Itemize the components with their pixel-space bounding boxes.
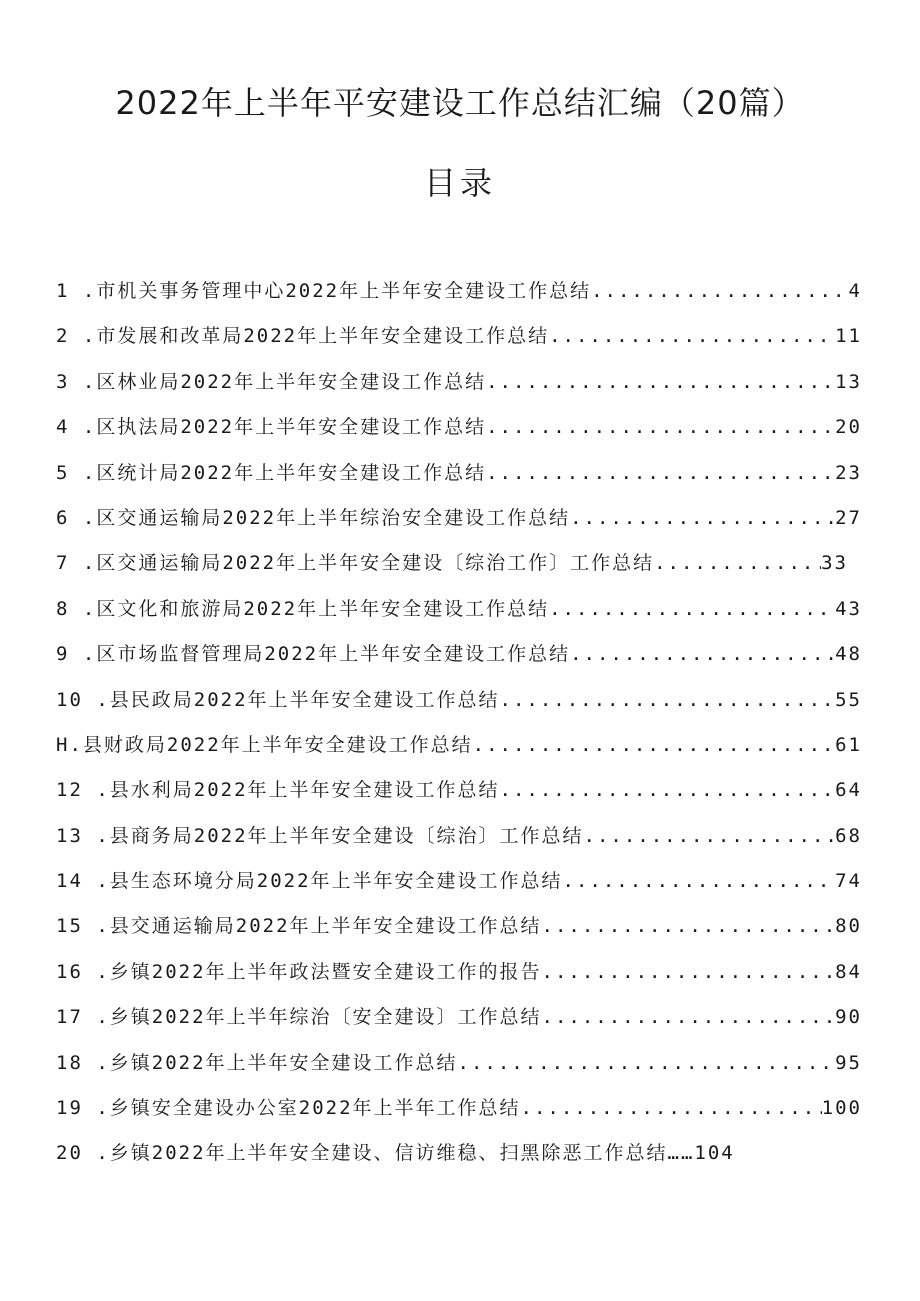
toc-entry-14[interactable] [56, 866, 862, 911]
toc-leader-dots [549, 325, 835, 347]
toc-page-number: 27 [835, 506, 862, 529]
document-title: 2022年上半年平安建设工作总结汇编（20篇） [115, 84, 805, 122]
toc-entry-label: 1 .市机关事务管理中心2022年上半年安全建设工作总结 [56, 280, 592, 302]
toc-entry-6[interactable] [56, 503, 862, 548]
toc-entry-9[interactable] [56, 639, 862, 684]
toc-leader-dots [500, 779, 836, 801]
toc-page-number: 68 [835, 824, 862, 847]
toc-entry-label: 2 .市发展和改革局2022年上半年安全建设工作总结 [56, 325, 550, 348]
toc-leader-dots [486, 371, 835, 393]
toc-entry-label: 5 .区统计局2022年上半年安全建设工作总结 [56, 461, 487, 484]
toc-page-number: 4 [848, 280, 862, 302]
toc-entry-label: 4 .区执法局2022年上半年安全建设工作总结 [56, 416, 487, 439]
toc-page-number: 48 [835, 643, 862, 666]
toc-page-number: 80 [835, 915, 862, 938]
toc-entry-label: 20 .乡镇2022年上半年安全建设、信访维稳、扫黑除恶工作总结……104 [56, 1142, 735, 1165]
toc-leader-dots [500, 689, 836, 711]
toc-entry-2[interactable] [56, 321, 862, 366]
toc-entry-label: H.县财政局2022年上半年安全建设工作总结 [56, 733, 473, 756]
toc-entry-label: 12 .县水利局2022年上半年安全建设工作总结 [56, 779, 500, 802]
toc-leader-dots [563, 870, 836, 892]
toc-entry-11[interactable] [56, 730, 862, 775]
toc-leader-dots [570, 643, 835, 665]
toc-entry-label: 8 .区文化和旅游局2022年上半年安全建设工作总结 [56, 597, 550, 620]
toc-leader-dots [521, 1097, 822, 1119]
toc-page-number: 55 [835, 688, 862, 711]
toc-page-number: 23 [835, 461, 862, 484]
toc-page-number: 61 [835, 733, 862, 756]
toc-page-number: 74 [835, 870, 862, 893]
toc-entry-label: 15 .县交通运输局2022年上半年安全建设工作总结 [56, 915, 542, 938]
toc-page-number: 20 [835, 416, 862, 439]
toc-page-number: 100 [821, 1097, 862, 1120]
toc-leader-dots [591, 280, 848, 302]
toc-leader-dots [542, 961, 836, 983]
toc-entry-label: 9 .区市场监督管理局2022年上半年安全建设工作总结 [56, 643, 571, 666]
toc-heading: 目录 [423, 164, 496, 202]
toc-entry-20[interactable] [56, 1138, 862, 1183]
toc-entry-3[interactable] [56, 367, 862, 412]
toc-entry-5[interactable] [56, 458, 862, 503]
toc-entry-13[interactable] [56, 821, 862, 866]
toc-entry-label: 17 .乡镇2022年上半年综治〔安全建设〕工作总结 [56, 1006, 542, 1029]
toc-entry-19[interactable] [56, 1093, 862, 1138]
toc-leader-dots [584, 825, 836, 847]
toc-leader-dots [486, 416, 835, 438]
toc-entry-label: 14 .县生态环境分局2022年上半年安全建设工作总结 [56, 870, 563, 893]
toc-entry-4[interactable] [56, 412, 862, 457]
toc-page-number: 43 [835, 597, 862, 620]
toc-entry-label: 13 .县商务局2022年上半年安全建设〔综治〕工作总结 [56, 824, 584, 847]
toc-page-number: 90 [835, 1006, 862, 1029]
toc-entry-label: 16 .乡镇2022年上半年政法暨安全建设工作的报告 [56, 960, 542, 983]
toc-entry-label: 10 .县民政局2022年上半年安全建设工作总结 [56, 688, 500, 711]
toc-leader-dots [570, 507, 835, 529]
toc-leader-dots [486, 462, 835, 484]
toc-entry-10[interactable] [56, 685, 862, 730]
toc-leader-dots [473, 734, 835, 756]
toc-page-number: 11 [835, 325, 862, 348]
toc-entry-label: 19 .乡镇安全建设办公室2022年上半年工作总结 [56, 1097, 521, 1120]
toc-entry-label: 18 .乡镇2022年上半年安全建设工作总结 [56, 1051, 458, 1074]
toc-entry-16[interactable] [56, 957, 862, 1002]
toc-entry-7[interactable] [56, 548, 848, 593]
toc-page-number: 84 [835, 960, 862, 983]
toc-leader-dots [654, 552, 821, 574]
table-of-contents [56, 276, 862, 1184]
toc-entry-1[interactable] [56, 276, 862, 321]
toc-leader-dots [542, 915, 836, 937]
toc-page-number: 13 [835, 370, 862, 393]
toc-entry-15[interactable] [56, 911, 862, 956]
toc-entry-label: 7 .区交通运输局2022年上半年安全建设〔综治工作〕工作总结 [56, 552, 655, 575]
toc-leader-dots [458, 1052, 836, 1074]
toc-leader-dots [549, 598, 835, 620]
toc-page-number: 64 [835, 779, 862, 802]
toc-entry-8[interactable] [56, 594, 862, 639]
toc-entry-12[interactable] [56, 775, 862, 820]
toc-entry-18[interactable] [56, 1048, 862, 1093]
toc-page-number: 33 [821, 552, 848, 575]
toc-leader-dots [542, 1006, 836, 1028]
toc-entry-label: 3 .区林业局2022年上半年安全建设工作总结 [56, 370, 487, 393]
toc-entry-label: 6 .区交通运输局2022年上半年综治安全建设工作总结 [56, 506, 571, 529]
toc-entry-17[interactable] [56, 1002, 862, 1047]
toc-page-number: 95 [835, 1051, 862, 1074]
